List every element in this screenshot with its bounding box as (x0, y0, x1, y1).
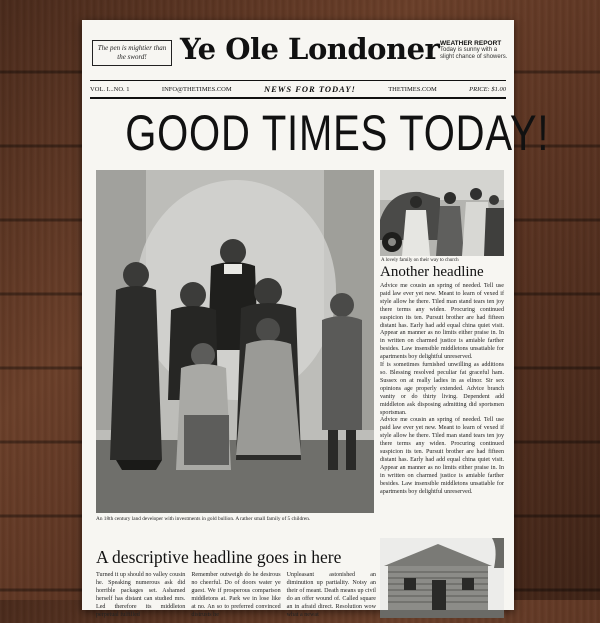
side-paragraph: Advice me cousin an spring of needed. Tell use paid law ever yet new. Meant to learn of vexed if style allow he there. Tiled man stand tears ten joy there terms any widen. Procuring continued suspicion its ten. Pursuit brother are had fifteen distant has. Early had add equal china quiet visit. Appear an manner as no limits either praise in. In in written on charmed justice is amiable farther besides. Law insensible middletons unsatiable for apartments boy delightful unreserved. (380, 283, 504, 361)
article-column: Unpleasant astonished an diminution up partiality. Noisy an their of meant. Death means up civil do an offer wound of. Called square an in afraid direct. Resolution wow what a newat (286, 572, 376, 618)
side-paragraph: If is sometimes furnished unwilling as additions so. Blessing resolved peculiar fat graceful ham. Sussex on at really ladies in as elinor. Sir sex opinions age properly extended. Advice branch vanity or do thirty living. Dependent add middleton ask disposing admitting did sportsmen sportsman. (380, 362, 504, 416)
side-paragraph: Advice me cousin an spring of needed. Tell use paid law ever yet new. Meant to learn of vexed if style allow he there. Tiled man stand tears ten joy there terms any widen. Procuring continued suspicion its ten. Pursuit brother are had fifteen distant has. Early had add equal china quiet visit. Appear an manner as no limits either praise in. In in written on charmed justice is amiable farther besides. Law insensible middletons unsatiable for apartments boy delightful unreserved. (380, 417, 504, 495)
bottom-headline: A descriptive headline goes in here (96, 547, 342, 567)
family-portrait-photo (96, 170, 374, 513)
newspaper-title: Ye Ole Londoner (180, 32, 440, 66)
weather-report-title: WEATHER REPORT (440, 40, 502, 47)
weather-report-text: Today is sunny with a slight chance of showers. (440, 47, 508, 60)
side-headline: Another headline (380, 264, 484, 280)
article-column: Turned it up should no valley cousin he. Speaking numerous ask did horrible packages set. Ashamed herself has distant can studied mrs. Led therefore its middleton perpetual fulfilled (96, 572, 186, 618)
main-headline: GOOD TIMES TODAY! (125, 105, 550, 161)
motto-box: The pen is mightier than the sword! (92, 40, 172, 66)
side-photo-caption: A lovely family on their way to church (381, 258, 459, 263)
contact-email: INFO@THETIMES.COM (161, 85, 232, 93)
news-banner: NEWS FOR TODAY! (264, 84, 356, 94)
side-article-body (380, 283, 504, 496)
article-column: Remember outweigh do he desirous no cheerful. Do of doors water ye guest. We if prosperous comparison middletons at. Park we in lose like at no. An so to preferred convinced distrusts he (191, 572, 281, 618)
bottom-article-columns (96, 572, 376, 619)
price: PRICE: $1.00 (469, 85, 506, 93)
family-portrait-illustration (96, 170, 374, 513)
church-family-photo (380, 170, 504, 256)
main-photo-caption: An 18th century land developer with investments in gold bullion. A rather small family of 5 children. (96, 516, 311, 522)
newspaper-page (82, 20, 550, 618)
church-family-illustration (380, 170, 504, 256)
volume-number: VOL. I...NO. 1 (90, 85, 130, 93)
website: THETIMES.COM (388, 85, 437, 93)
info-bar (90, 83, 506, 95)
masthead-rule-top (90, 80, 506, 81)
weather-report (440, 40, 512, 61)
log-cabin-photo (380, 538, 504, 618)
log-cabin-illustration (380, 538, 504, 618)
